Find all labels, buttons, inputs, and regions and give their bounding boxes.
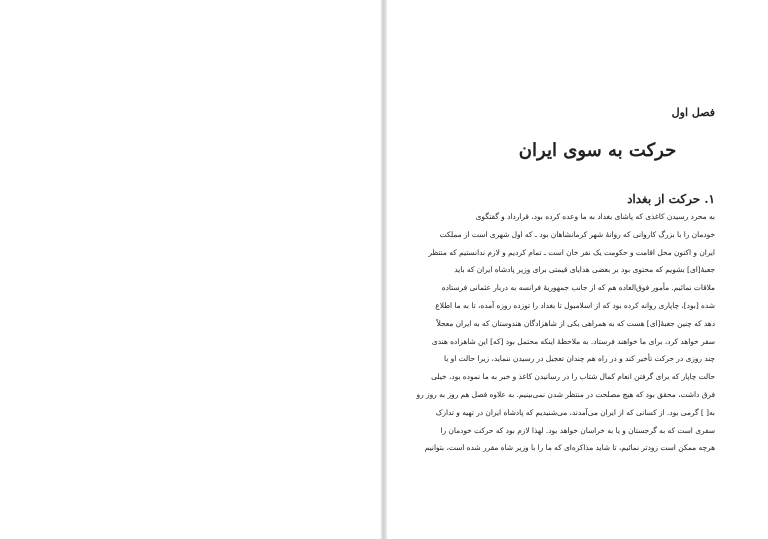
- body-line: شده [بود]، چاپاری روانه کرده بود که از اسلامبول تا بغداد را توزده روزه آمده، تا به ما اطلاع: [435, 300, 715, 310]
- body-line: خودمان را با بزرگ کاروانی که روانهٔ شهر کرمانشاهان بود ـ که اول شهری است از مملکت: [439, 229, 715, 239]
- body-line: سفر خواهد کرد، برای ما خواهند فرستاد. به ملاحظهٔ اینکه محتمل بود [که] این شاهزاده هندی: [431, 336, 715, 346]
- chapter-title: حرکت به سوی ایران: [518, 140, 677, 161]
- body-line: هرچه ممکن است زودتر نمائیم، تا شاید مذاکره‌ای که ما را با وزیر شاه مقرر شده است، بتوانیم: [424, 443, 715, 453]
- body-line: دهد که چنین جعبهٔ[ای] هست که به همراهی یکی از شاهزادگان هندوستان که به ایران معجلاً: [436, 318, 715, 328]
- body-line: فرق داشت، محقق بود که هیچ مصلحت در منتظر شدن نمی‌بینیم. به علاوه فصل هم روز به روز رو: [416, 389, 715, 399]
- body-line: چند روزی در حرکت تأخیر کند و در راه هم چندان تعجیل در رسیدن ننماید، زیرا حالت او با: [444, 354, 715, 364]
- body-line: حالت چاپار که برای گرفتن انعام کمال شتاب را در رسانیدن کاغذ و خبر به ما نموده بود، خیلی: [431, 372, 715, 382]
- right-page: [387, 0, 768, 539]
- section-heading: ۱. حرکت از بغداد: [627, 192, 715, 206]
- body-line: سفری است که به گرجستان و یا به خراسان خواهد بود. لهذا لازم بود که حرکت خودمان را: [440, 425, 715, 435]
- body-line: به محرد رسیدن کاغذی که پاشای بغداد به ما وعده کرده بود، قرارداد و گفتگوی: [475, 212, 715, 221]
- body-line: ایران و اکنون محل اقامت و حکومت یک نفر خان است ـ تمام کردیم و لازم ندانستیم که منتظر: [428, 247, 715, 257]
- left-page-blank: [0, 0, 381, 539]
- body-line: ملاقات نمائیم. مأمور فوق‌العاده هم که از جانب جمهوریهٔ فرانسه به دربار عثمانی فرستاده: [441, 283, 715, 293]
- body-paragraph: [416, 208, 715, 457]
- chapter-label: فصل اول: [671, 106, 715, 119]
- body-line: به[ ] گرمی بود. از کسانی که از ایران می‌آمدند، می‌شنیدیم که پادشاه ایران در تهیه و تدارک: [435, 407, 715, 417]
- body-line: جعبهٔ[ای] بشویم که محتوی بود بر بعضی هدایای قیمتی برای وزیر پادشاه ایران که باید: [454, 265, 715, 275]
